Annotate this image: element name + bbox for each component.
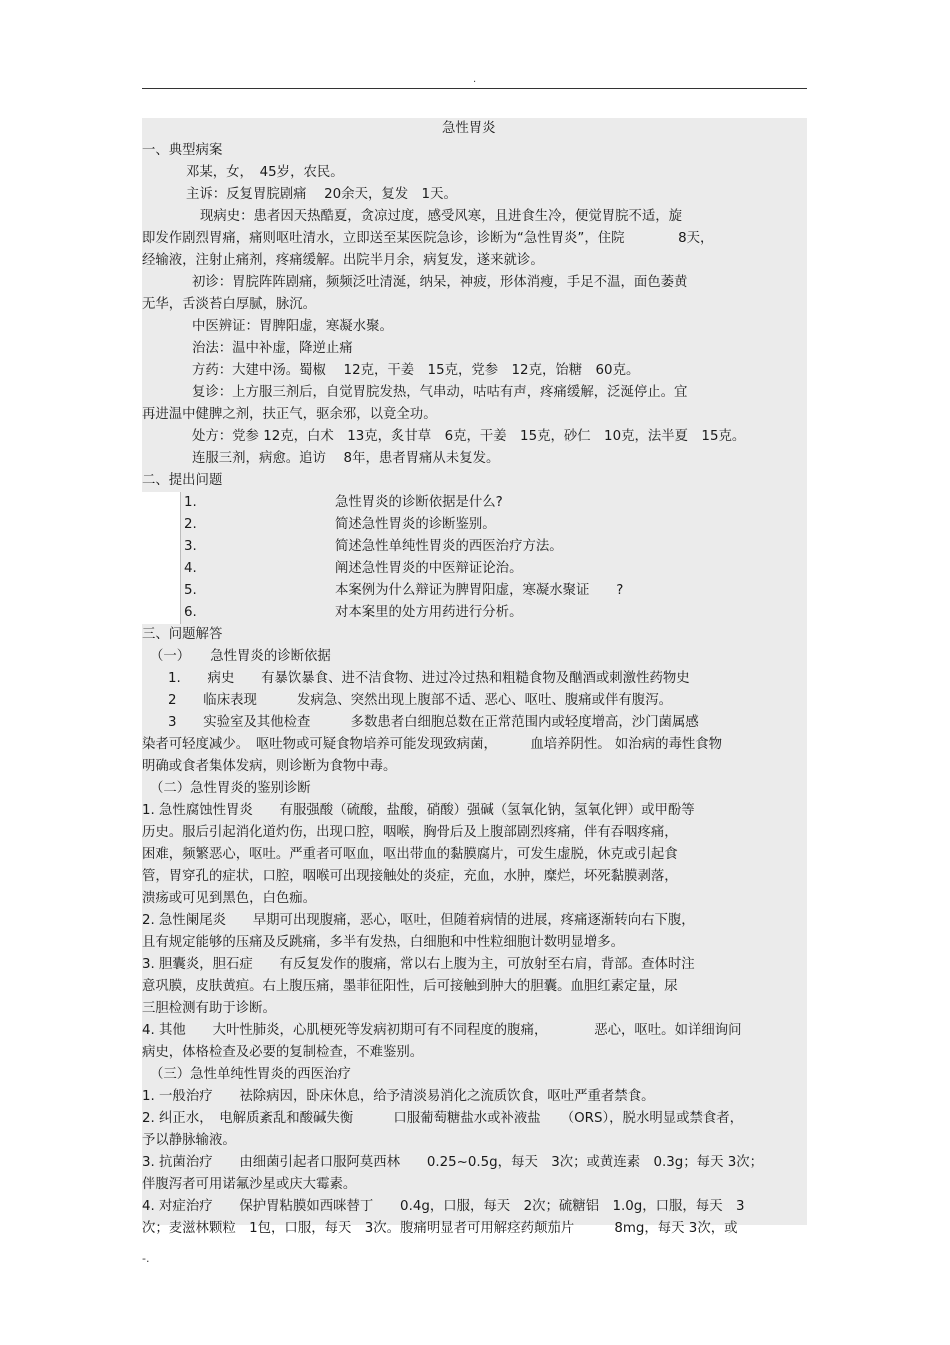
text-line: 复诊：上方服三剂后，自觉胃脘发热，气串动，咕咕有声，疼痛缓解，泛涎停止。宜 xyxy=(192,385,688,400)
text-line: 1. 急性腐蚀性胃炎 有服强酸（硫酸，盐酸，硝酸）强碱（氢氧化钠，氢氧化钾）或甲酚等 xyxy=(142,803,695,818)
text-line: 明确或食者集体发病，则诊断为食物中毒。 xyxy=(142,759,397,774)
text-line: 染者可轻度减少。 呕吐物或可疑食物培养可能发现致病菌， 血培养阴性。 如治病的毒性食物 xyxy=(142,737,723,752)
text-line: 三、问题解答 xyxy=(142,627,223,642)
text-line: 次；麦滋林颗粒 1包，口服，每天 3次。腹痛明显者可用解痉药颠茄片 8mg，每天 3次，或 xyxy=(142,1221,738,1236)
text-line: 无华，舌淡苔白厚腻，脉沉。 xyxy=(142,297,317,312)
text-line: 一、典型病案 xyxy=(142,143,223,158)
text-line: 连服三剂，病愈。追访 8年，患者胃痛从未复发。 xyxy=(192,451,500,466)
text-line: 且有规定能够的压痛及反跳痛，多半有发热，白细胞和中性粒细胞计数明显增多。 xyxy=(142,935,625,950)
text-line: （一） 急性胃炎的诊断依据 xyxy=(150,649,331,664)
text-line: 二、提出问题 xyxy=(142,473,223,488)
question-text: 急性胃炎的诊断依据是什么? xyxy=(335,495,503,510)
question-number: 5. xyxy=(184,583,197,598)
question-number: 2. xyxy=(184,517,197,532)
text-line: 方药：大建中汤。蜀椒 12克，干姜 15克，党参 12克，饴糖 60克。 xyxy=(192,363,640,378)
text-line: 管，胃穿孔的症状，口腔，咽喉可出现接触处的炎症，充血，水肿，糜烂，坏死黏膜剥落， xyxy=(142,869,678,884)
header-dot: . xyxy=(473,74,477,85)
text-line: 意巩膜，皮肤黄疸。右上腹压痛，墨菲征阳性，后可接触到肿大的胆囊。血胆红素定量，尿 xyxy=(142,979,678,994)
question-number-box xyxy=(142,492,181,624)
text-line: 1. 一般治疗 祛除病因，卧床休息，给予清淡易消化之流质饮食，呕吐严重者禁食。 xyxy=(142,1089,655,1104)
text-line: 4. 对症治疗 保护胃粘膜如西咪替丁 0.4g，口服，每天 2次；硫糖铝 1.0g，口服，每天 3 xyxy=(142,1199,745,1214)
question-text: 简述急性胃炎的诊断鉴别。 xyxy=(335,517,496,532)
text-line: 经输液，注射止痛剂，疼痛缓解。出院半月余，病复发，遂来就诊。 xyxy=(142,253,544,268)
footer-mark: -. xyxy=(142,1252,150,1265)
text-line: 三胆检测有助于诊断。 xyxy=(142,1001,276,1016)
text-line: 治法：温中补虚，降逆止痛 xyxy=(192,341,353,356)
question-number: 4. xyxy=(184,561,197,576)
question-text: 阐述急性胃炎的中医辩证论治。 xyxy=(335,561,523,576)
text-line: 再进温中健脾之剂，扶正气，驱余邪，以竟全功。 xyxy=(142,407,437,422)
text-line: 3 实验室及其他检查 多数患者白细胞总数在正常范围内或轻度增高，沙门菌属感 xyxy=(168,715,699,730)
text-line: 邓某，女， 45岁，农民。 xyxy=(186,165,344,180)
question-number: 6. xyxy=(184,605,197,620)
text-line: 1. 病史 有暴饮暴食、进不洁食物、进过冷过热和粗糙食物及酗酒或刺激性药物史 xyxy=(168,671,690,686)
text-line: 3. 抗菌治疗 由细菌引起者口服阿莫西林 0.25~0.5g，每天 3次；或黄连素 0.3g；每天 3次； xyxy=(142,1155,764,1170)
text-line: 2. 急性阑尾炎 早期可出现腹痛，恶心，呕吐，但随着病情的进展，疼痛逐渐转向右下腹， xyxy=(142,913,695,928)
question-text: 本案例为什么辩证为脾胃阳虚，寒凝水聚证 ? xyxy=(335,583,624,598)
question-number: 3. xyxy=(184,539,197,554)
text-line: 现病史：患者因天热酷夏，贪凉过度，感受风寒，且进食生冷，便觉胃脘不适，旋 xyxy=(200,209,683,224)
text-line: 历史。服后引起消化道灼伤，出现口腔，咽喉，胸骨后及上腹部剧烈疼痛，伴有吞咽疼痛， xyxy=(142,825,678,840)
text-line: （二）急性胃炎的鉴别诊断 xyxy=(150,781,311,796)
header-rule xyxy=(142,88,807,89)
document-body xyxy=(142,118,807,1236)
text-line: 4. 其他 大叶性肺炎，心肌梗死等发病初期可有不同程度的腹痛， 恶心，呕吐。如详细询问 xyxy=(142,1023,742,1038)
text-line: 2. 纠正水， 电解质紊乱和酸碱失衡 口服葡萄糖盐水或补液盐 （ORS），脱水明显或禁食者， xyxy=(142,1111,744,1126)
text-line: 2 临床表现 发病急、突然出现上腹部不适、恶心、呕吐、腹痛或伴有腹泻。 xyxy=(168,693,672,708)
text-line: 予以静脉输液。 xyxy=(142,1133,236,1148)
text-line: 主诉：反复胃脘剧痛 20余天，复发 1天。 xyxy=(186,187,457,202)
text-line: 处方：党参 12克，白术 13克，炙甘草 6克，干姜 15克，砂仁 10克，法半夏 15克。 xyxy=(192,429,746,444)
text-line: 溃疡或可见到黑色，白色痂。 xyxy=(142,891,317,906)
text-line: 即发作剧烈胃痛，痛则呕吐清水，立即送至某医院急诊，诊断为“急性胃炎”，住院 8天， xyxy=(142,231,714,246)
text-line: 3. 胆囊炎，胆石症 有反复发作的腹痛，常以右上腹为主，可放射至右肩，背部。查体时注 xyxy=(142,957,695,972)
text-line: 初诊：胃脘阵阵剧痛，频频泛吐清涎，纳呆，神疲，形体消瘦，手足不温，面色萎黄 xyxy=(192,275,688,290)
text-line: 中医辨证：胃脾阳虚，寒凝水聚。 xyxy=(192,319,393,334)
question-number: 1. xyxy=(184,495,197,510)
text-line: 伴腹泻者可用诺氟沙星或庆大霉素。 xyxy=(142,1177,357,1192)
question-text: 对本案里的处方用药进行分析。 xyxy=(335,605,523,620)
text-line: 困难，频繁恶心，呕吐。严重者可呕血，呕出带血的黏膜腐片，可发生虚脱，休克或引起食 xyxy=(142,847,678,862)
question-text: 简述急性单纯性胃炎的西医治疗方法。 xyxy=(335,539,563,554)
document-title: 急性胃炎 xyxy=(442,121,496,136)
text-line: 病史，体格检查及必要的复制检查，不难鉴别。 xyxy=(142,1045,424,1060)
text-line: （三）急性单纯性胃炎的西医治疗 xyxy=(150,1067,351,1082)
